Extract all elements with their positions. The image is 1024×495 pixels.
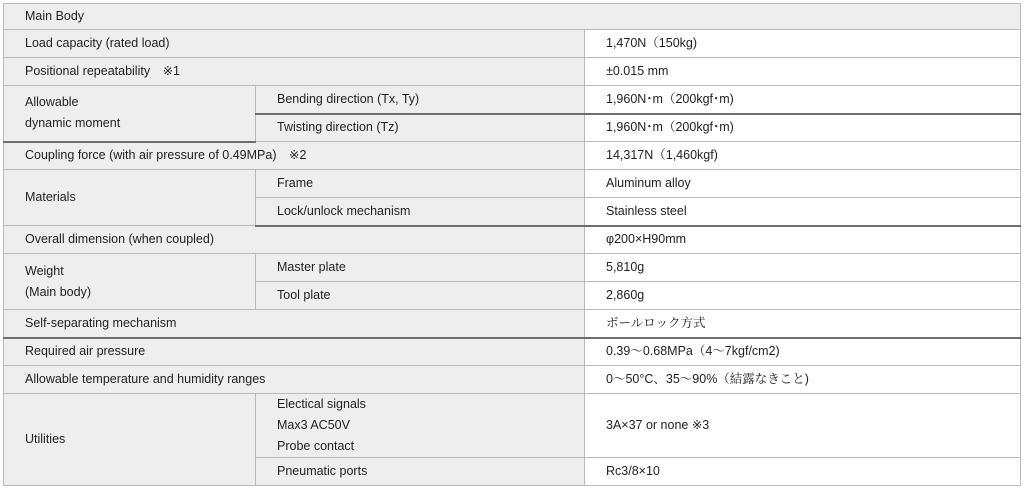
group-label: Materials [4, 170, 256, 226]
sub-label: Pneumatic ports [256, 458, 585, 486]
row-value: 1,960N･m（200kgf･m) [585, 86, 1021, 114]
sub-label: Frame [256, 170, 585, 198]
row-value: Aluminum alloy [585, 170, 1021, 198]
sub-label: Tool plate [256, 282, 585, 310]
row-value: 14,317N（1,460kgf) [585, 142, 1021, 170]
row-value: 5,810g [585, 254, 1021, 282]
row-value: 1,960N･m（200kgf･m) [585, 114, 1021, 142]
row-value: 1,470N（150kg) [585, 30, 1021, 58]
table-row [4, 338, 1021, 366]
sub-label: Twisting direction (Tz) [256, 114, 585, 142]
row-value: Rc3/8×10 [585, 458, 1021, 486]
header-row [4, 4, 1021, 30]
row-value: 3A×37 or none ※3 [585, 394, 1021, 458]
table-header: Main Body [4, 4, 1021, 30]
table-row [4, 170, 1021, 198]
row-label: Self-separating mechanism [4, 310, 585, 338]
row-value: 0～50°C、35～90%（結露なきこと) [585, 366, 1021, 394]
group-label: Weight (Main body) [4, 254, 256, 310]
row-value: 0.39～0.68MPa（4～7kgf/cm2) [585, 338, 1021, 366]
row-value: ±0.015 mm [585, 58, 1021, 86]
row-value: Stainless steel [585, 198, 1021, 226]
table-row [4, 310, 1021, 338]
group-label: Utilities [4, 394, 256, 486]
table-row [4, 254, 1021, 282]
row-label: Allowable temperature and humidity ranges [4, 366, 585, 394]
spec-table [3, 3, 1021, 486]
table-row [4, 226, 1021, 254]
sub-label: Master plate [256, 254, 585, 282]
sub-label: Electical signals Max3 AC50V Probe contact [256, 394, 585, 458]
row-label: Positional repeatability ※1 [4, 58, 585, 86]
sub-label: Lock/unlock mechanism [256, 198, 585, 226]
table-row [4, 366, 1021, 394]
table-row [4, 58, 1021, 86]
row-value: 2,860g [585, 282, 1021, 310]
sub-label: Bending direction (Tx, Ty) [256, 86, 585, 114]
row-label: Required air pressure [4, 338, 585, 366]
row-label: Overall dimension (when coupled) [4, 226, 585, 254]
row-label: Load capacity (rated load) [4, 30, 585, 58]
row-value: ボールロック方式 [585, 310, 1021, 338]
row-value: φ200×H90mm [585, 226, 1021, 254]
table-row [4, 394, 1021, 458]
table-row [4, 86, 1021, 114]
group-label: Allowable dynamic moment [4, 86, 256, 142]
table-row [4, 30, 1021, 58]
table-row [4, 142, 1021, 170]
row-label: Coupling force (with air pressure of 0.49MPa) ※2 [4, 142, 585, 170]
